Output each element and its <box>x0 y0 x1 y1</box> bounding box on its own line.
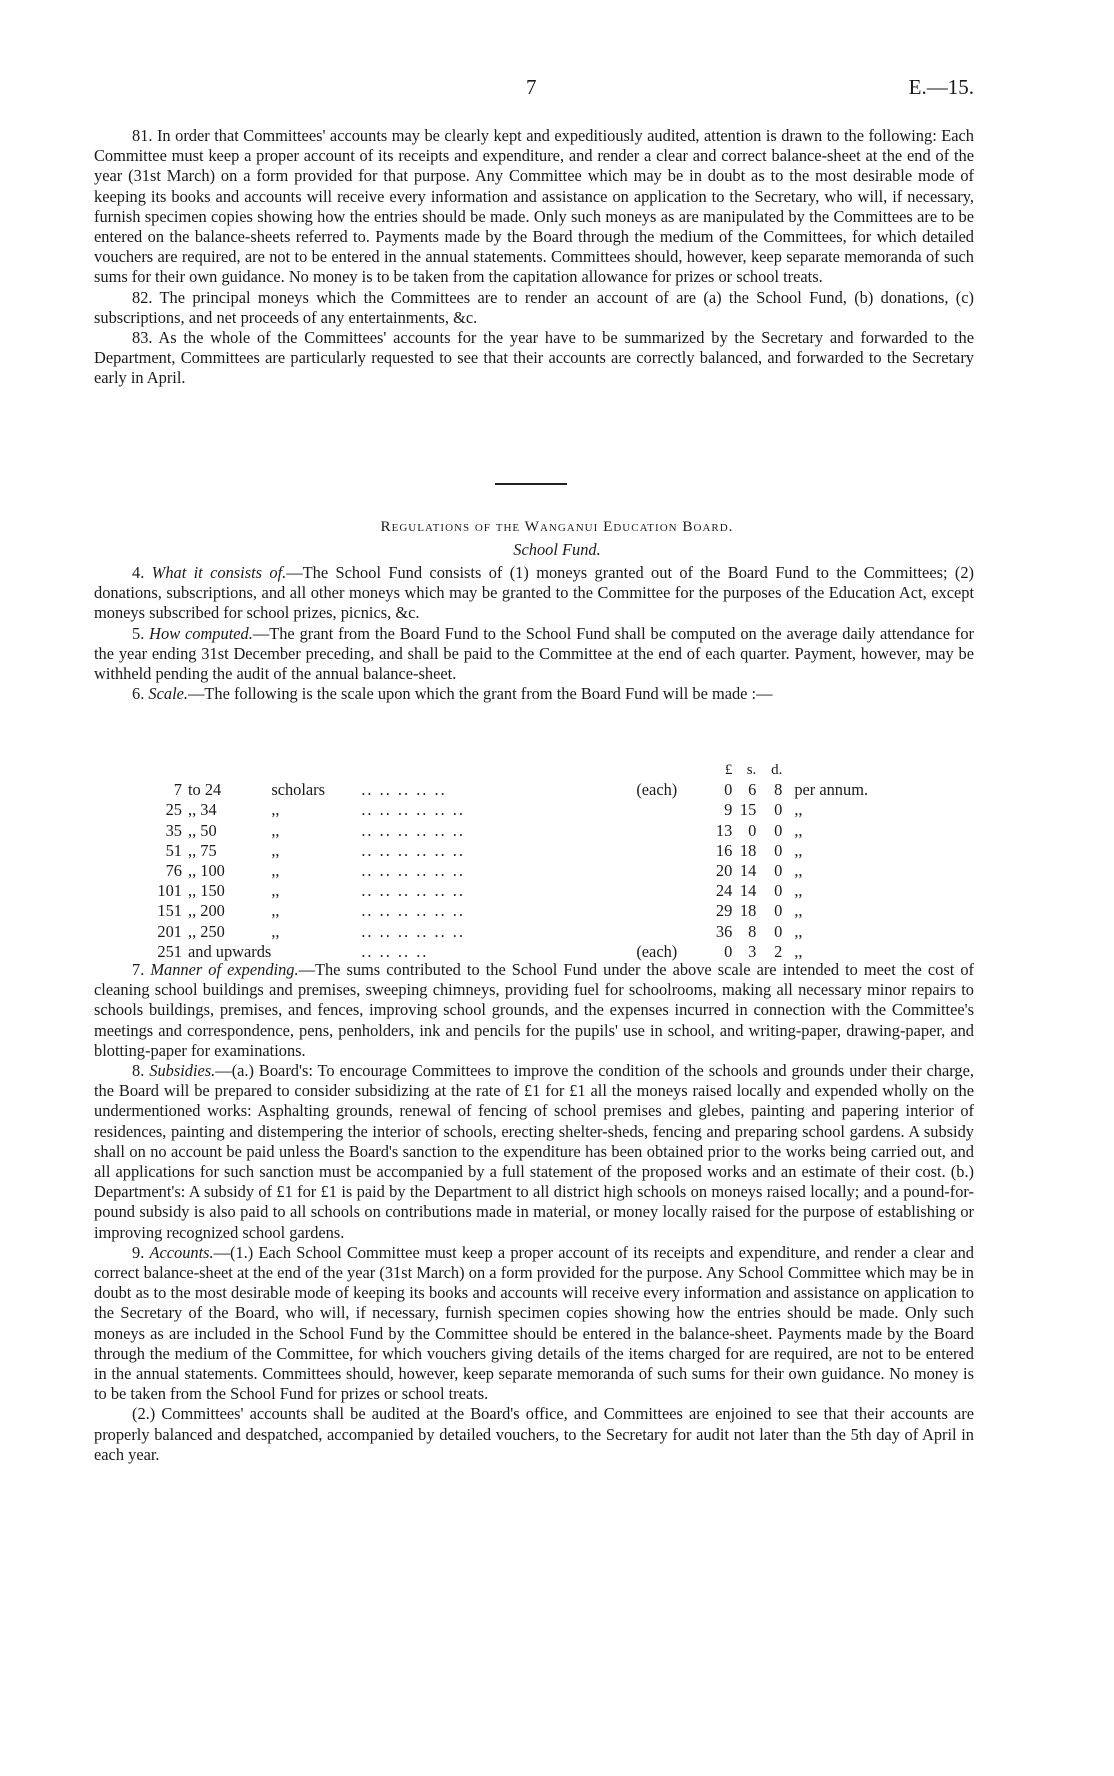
range-to: ,, 200 <box>188 901 225 921</box>
section-8 <box>94 1061 974 1243</box>
per-annum-label: ,, <box>794 881 803 901</box>
section-9-part-2: (2.) Committees' accounts shall be audited at the Board's office, and Committees are enjoined to see that their accounts are properly balanced and despatched, accompanied by detailed vouchers, to the Secretary for audit not later than the 5th day of April in each year. <box>94 1404 974 1464</box>
school-fund-sections <box>94 563 974 704</box>
leader-dots: .. .. .. .. <box>361 941 429 961</box>
table-row <box>150 821 904 841</box>
section-5 <box>94 624 974 685</box>
pence-value: 0 <box>774 820 783 840</box>
unit-label: ,, <box>271 800 280 820</box>
pounds-value: 16 <box>715 840 733 860</box>
shillings-value: 6 <box>748 780 757 800</box>
unit-label: ,, <box>271 840 280 860</box>
section-text: —The sums contributed to the School Fund under the above scale are intended to meet the cost of cleaning school buildings and premises, sweeping chimneys, providing fuel for schoolrooms, making all necessary minor repairs to schools buildings, premises, and fences, improving school grounds, and the expenses incurred in connection with the Committee's meetings and correspondence, pens, penholders, ink and pencils for the pupils' use in school, and writing-paper, drawing-paper, and blotting-paper for examinations. <box>94 960 974 1060</box>
each-label <box>636 922 706 942</box>
section-heading: Manner of expending. <box>150 960 299 979</box>
range-from: 25 <box>165 800 182 820</box>
section-heading: Scale. <box>148 684 188 704</box>
shillings-value: 18 <box>739 840 757 860</box>
table-row <box>150 780 904 800</box>
later-sections <box>94 960 974 1465</box>
unit-label: ,, <box>271 861 280 881</box>
leader-dots: .. .. .. .. .. .. <box>361 901 465 921</box>
range-to: ,, 50 <box>188 820 217 840</box>
pence-value: 2 <box>774 941 783 961</box>
pence-header: d. <box>771 762 783 778</box>
pence-value: 8 <box>774 780 783 800</box>
each-label <box>636 861 706 881</box>
per-annum-label: ,, <box>794 800 803 820</box>
per-annum-label: ,, <box>794 921 803 941</box>
section-number: 7. <box>132 960 145 979</box>
each-label <box>636 821 706 841</box>
shillings-value: 15 <box>739 800 757 820</box>
section-text: —The School Fund consists of (1) moneys granted out of the Board Fund to the Committees; (2) donations, subscriptions, and all other moneys which may be granted to the Committee for the purposes of the Education Act, except moneys subscribed for school prizes, picnics, &c. <box>94 563 974 623</box>
section-heading: What it consists of. <box>151 563 287 582</box>
section-number: 8. <box>132 1061 145 1081</box>
grant-scale-table <box>150 760 904 962</box>
shillings-value: 14 <box>739 861 757 881</box>
range-to: and upwards <box>188 941 272 961</box>
regulations-title: Regulations of the Wanganui Education Board. <box>380 518 734 535</box>
range-from: 7 <box>173 780 182 800</box>
per-annum-label: ,, <box>794 901 803 921</box>
table-row <box>150 841 904 861</box>
pounds-value: 9 <box>724 800 733 820</box>
each-label <box>636 881 706 901</box>
table-row <box>150 942 904 962</box>
range-to: ,, 100 <box>188 861 225 881</box>
leader-dots: .. .. .. .. .. .. <box>361 840 465 860</box>
each-label: (each) <box>636 780 678 800</box>
range-from: 251 <box>157 941 182 961</box>
leader-dots: .. .. .. .. .. .. <box>361 800 465 820</box>
pounds-value: 24 <box>715 881 733 901</box>
section-number: 5. <box>132 623 145 643</box>
committee-accounts-section <box>94 126 974 389</box>
unit-label: ,, <box>271 901 280 921</box>
each-label <box>636 841 706 861</box>
paragraph-82: 82. The principal moneys which the Committees are to render an account of are (a) the School Fund, (b) donations, (c) subscriptions, and net proceeds of any entertainments, &c. <box>94 287 974 327</box>
document-reference: E.—15. <box>908 75 974 99</box>
range-to: ,, 75 <box>188 840 217 860</box>
pence-value: 0 <box>774 921 783 941</box>
section-text: —(a.) Board's: To encourage Committees to improve the condition of the schools and grounds under their charge, the Board will be prepared to consider subsidizing at the rate of £1 for £1 all the moneys raised locally and expended wholly on the undermentioned works: Asphalting grounds, renewal of fencing of school premises and glebes, painting and papering interior of residences, painting and distempering the interior of schools, erecting shelter-sheds, fencing and preparing school gardens. A subsidy shall on no account be paid unless the Board's sanction to the expenditure has been obtained prior to the works being carried out, and all applications for such sanction must be accompanied by a full statement of the proposed works and an estimate of their cost. (b.) Department's: A subsidy of £1 for £1 is paid by the Department to all district high schools on moneys raised locally; and a pound-for-pound subsidy is also paid to all schools on contributions made in material, or money locally raised for the purpose of establishing or improving recognized school gardens. <box>94 1061 974 1242</box>
shillings-value: 3 <box>748 941 757 961</box>
section-number: 9. <box>132 1242 145 1262</box>
range-to: to 24 <box>188 780 222 800</box>
regulations-subtitle: School Fund. <box>513 540 601 559</box>
per-annum-label: ,, <box>794 941 803 961</box>
each-label <box>636 901 706 921</box>
pounds-value: 13 <box>715 820 733 840</box>
range-from: 51 <box>165 840 182 860</box>
leader-dots: .. .. .. .. .. .. <box>361 820 465 840</box>
table-header-row <box>150 760 904 780</box>
section-text: —The following is the scale upon which the grant from the Board Fund will be made :— <box>188 684 773 704</box>
range-from: 201 <box>157 921 182 941</box>
pounds-value: 0 <box>724 941 733 961</box>
page-number: 7 <box>526 75 537 99</box>
unit-label: scholars <box>271 780 326 800</box>
pence-value: 0 <box>774 881 783 901</box>
section-9 <box>94 1243 974 1405</box>
pounds-header: £ <box>724 762 733 778</box>
leader-dots: .. .. .. .. .. .. <box>361 861 465 881</box>
pence-value: 0 <box>774 861 783 881</box>
section-4 <box>94 563 974 624</box>
table-row <box>150 800 904 820</box>
pence-value: 0 <box>774 840 783 860</box>
range-to: ,, 250 <box>188 921 225 941</box>
range-from: 101 <box>157 881 182 901</box>
table-row <box>150 881 904 901</box>
section-number: 4. <box>132 563 145 582</box>
range-from: 35 <box>165 820 182 840</box>
paragraph-83: 83. As the whole of the Committees' accounts for the year have to be summarized by the Secretary and forwarded to the Department, Committees are particularly requested to see that their accounts are correctly balanced, and forwarded to the Secretary early in April. <box>94 328 974 388</box>
section-number: 6. <box>132 684 145 704</box>
range-to: ,, 150 <box>188 881 225 901</box>
unit-label <box>271 942 361 962</box>
leader-dots: .. .. .. .. .. .. <box>361 921 465 941</box>
unit-label: ,, <box>271 881 280 901</box>
section-6 <box>94 684 974 704</box>
shillings-value: 18 <box>739 901 757 921</box>
table-row <box>150 901 904 921</box>
page-header <box>0 75 1114 105</box>
range-to: ,, 34 <box>188 800 217 820</box>
per-annum-label: ,, <box>794 840 803 860</box>
shillings-value: 0 <box>748 820 757 840</box>
shillings-value: 8 <box>748 921 757 941</box>
table-row <box>150 861 904 881</box>
table-row <box>150 922 904 942</box>
pence-value: 0 <box>774 901 783 921</box>
section-heading: Subsidies. <box>149 1061 216 1081</box>
per-annum-label: ,, <box>794 861 803 881</box>
section-divider <box>495 483 567 485</box>
unit-label: ,, <box>271 921 280 941</box>
shillings-value: 14 <box>739 881 757 901</box>
each-label <box>636 800 706 820</box>
leader-dots: .. .. .. .. .. <box>361 780 447 800</box>
unit-label: ,, <box>271 820 280 840</box>
pounds-value: 20 <box>715 861 733 881</box>
per-annum-label: per annum. <box>794 780 869 800</box>
pence-value: 0 <box>774 800 783 820</box>
shillings-header: s. <box>746 762 757 778</box>
each-label: (each) <box>636 941 678 961</box>
per-annum-label: ,, <box>794 820 803 840</box>
pounds-value: 29 <box>715 901 733 921</box>
leader-dots: .. .. .. .. .. .. <box>361 881 465 901</box>
section-heading: How computed. <box>149 623 253 643</box>
pounds-value: 36 <box>715 921 733 941</box>
section-text: —The grant from the Board Fund to the School Fund shall be computed on the average daily attendance for the year ending 31st December preceding, and shall be paid to the Committee at the end of each quarter. Payment, however, may be withheld pending the audit of the annual balance-sheet. <box>94 623 974 684</box>
range-from: 151 <box>157 901 182 921</box>
section-text: —(1.) Each School Committee must keep a proper account of its receipts and expenditure, and render a clear and correct balance-sheet at the end of the year (31st March) on a form provided for the purpose. Any School Committee which may be in doubt as to the most desirable mode of keeping its books and accounts will receive every information and assistance on application to the Secretary of the Board, who will, if necessary, furnish specimen copies showing how the entries should be made. Only such moneys as are included in the School Fund by the Committee should be entered in the balance-sheet. Payments made by the Board through the medium of the Committee, for which vouchers giving details of the items charged for are required, are not to be entered in the annual statements. Committees should, however, keep separate memoranda of such sums for their own guidance. No money is to be taken from the School Fund for prizes or school treats. <box>94 1242 974 1404</box>
section-heading: Accounts. <box>149 1242 214 1262</box>
pounds-value: 0 <box>724 780 733 800</box>
section-7 <box>94 960 974 1061</box>
paragraph-81: 81. In order that Committees' accounts may be clearly kept and expeditiously audited, attention is drawn to the following: Each Committee must keep a proper account of its receipts and expenditure, and render a clear and correct balance-sheet at the end of the year (31st March) on a form provided for that purpose. Any Committee which may be in doubt as to the most desirable mode of keeping its books and accounts will receive every information and assistance on application to the Secretary, who will, if necessary, furnish specimen copies showing how the entries should be made. Only such moneys as are manipulated by the Committees are to be entered on the balance-sheets referred to. Payments made by the Board through the medium of the Committees, for which detailed vouchers are required, are not to be entered in the annual statements. Committees should, however, keep separate memoranda of such sums for their own guidance. No money is to be taken from the capitation allowance for prizes or school treats. <box>94 126 974 287</box>
range-from: 76 <box>165 861 182 881</box>
